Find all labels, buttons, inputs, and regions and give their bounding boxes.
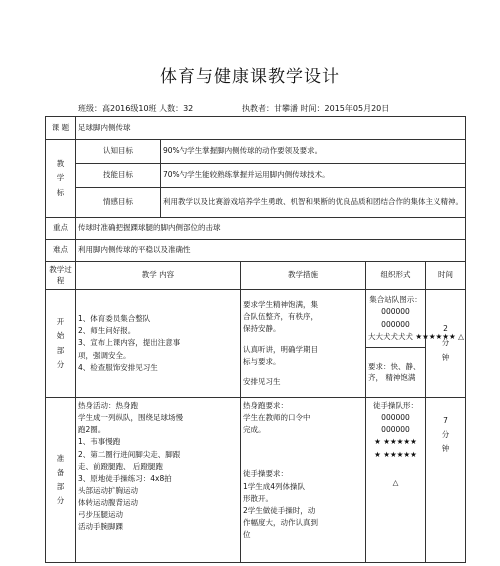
key-point-label: 重点	[46, 218, 76, 240]
topic-label: 课 题	[46, 117, 76, 140]
goal-name: 认知目标	[76, 140, 161, 164]
difficulty-label: 难点	[46, 240, 76, 262]
goal-text: 70%勺学生能较熟练掌握并运用脚内侧传球技术。	[161, 164, 466, 188]
start-section-label: 开 始 部 分	[46, 290, 76, 398]
header-content: 教学 内容	[76, 262, 241, 290]
prep-time: 7 分 钟	[426, 398, 466, 563]
start-section-row	[46, 290, 466, 348]
goal-text: 90%勺学生掌握脚内侧传球的动作要领及要求。	[161, 140, 466, 164]
start-content: 1、体育委员集合整队 2、师生问好报。 3、宣布上课内容，提出注意事 项，强调安全。 4、检查服饰安排见习生	[76, 290, 241, 398]
start-formation: 集合站队图示： 000000 000000 大大犬犬犬犬 ★★★★★★ △	[366, 290, 426, 348]
goals-label: 教 学 标	[46, 140, 76, 218]
teacher-info: 执教者：甘攀潘 时间：2015年05月20日	[242, 104, 390, 113]
start-measures: 要求学生精神饱满，集 合队伍整齐，有秩序， 保持安静。 认真听讲，明确学期目 标与要求。 安排见习生	[241, 290, 366, 398]
prep-formation: 徒手操队形： 000000 000000 ★ ★★★★★ ★ ★★★★★ △	[366, 398, 426, 563]
prep-section-row	[46, 398, 466, 563]
key-point-text: 传球时准确把握踝球腿的脚内侧部位的击球	[76, 218, 466, 240]
topic-row	[46, 117, 466, 140]
difficulty-row	[46, 240, 466, 262]
start-time: 2 分 钟	[426, 290, 466, 398]
goal-row	[46, 188, 466, 218]
class-info: 班级：高2016级10班 人数：32	[78, 104, 194, 113]
prep-section-label: 准 备 部 分	[46, 398, 76, 563]
prep-content: 热身活动：热身跑 学生成一列纵队，围绕足球场慢 跑2圈。 1、韦事慢跑 2、第二圈行进间脚尖走、脚跟 走、前蹬腿跑、 后蹬腿跑 3、原地徒手操练习：4x8拍 头部运动扩胸运动 体转运动腹背运动 弓步压腿运动 活动手腕脚踝	[76, 398, 241, 563]
header-form: 组织形式	[366, 262, 426, 290]
header-row	[46, 262, 466, 290]
prep-measures: 热身跑要求： 学生在教师的口令中 完成。 徒手操要求： 1学生成4列体操队 形散开。 2学生做徒手操时，动 作幅度大，动作认真到 位	[241, 398, 366, 563]
goal-row	[46, 164, 466, 188]
page-title: 体育与健康课教学设计	[160, 67, 340, 87]
header-measures: 教学措施	[241, 262, 366, 290]
goal-row	[46, 140, 466, 164]
lesson-plan-table	[45, 116, 466, 563]
goal-name: 情感目标	[76, 188, 161, 218]
topic-value: 足球脚内侧传球	[76, 117, 466, 140]
key-point-row	[46, 218, 466, 240]
start-requirement: 要求：快、静、齐， 精神饱满	[366, 348, 426, 398]
goal-text: 利用教学以及比赛游戏培养学生勇敢、机智和果断的优良品质和团结合作的集体主义精神。	[161, 188, 466, 218]
goal-name: 技能目标	[76, 164, 161, 188]
difficulty-text: 利用脚内侧传球的平稳以及准确性	[76, 240, 466, 262]
header-time: 时间	[426, 262, 466, 290]
header-process: 教学过程	[46, 262, 76, 290]
